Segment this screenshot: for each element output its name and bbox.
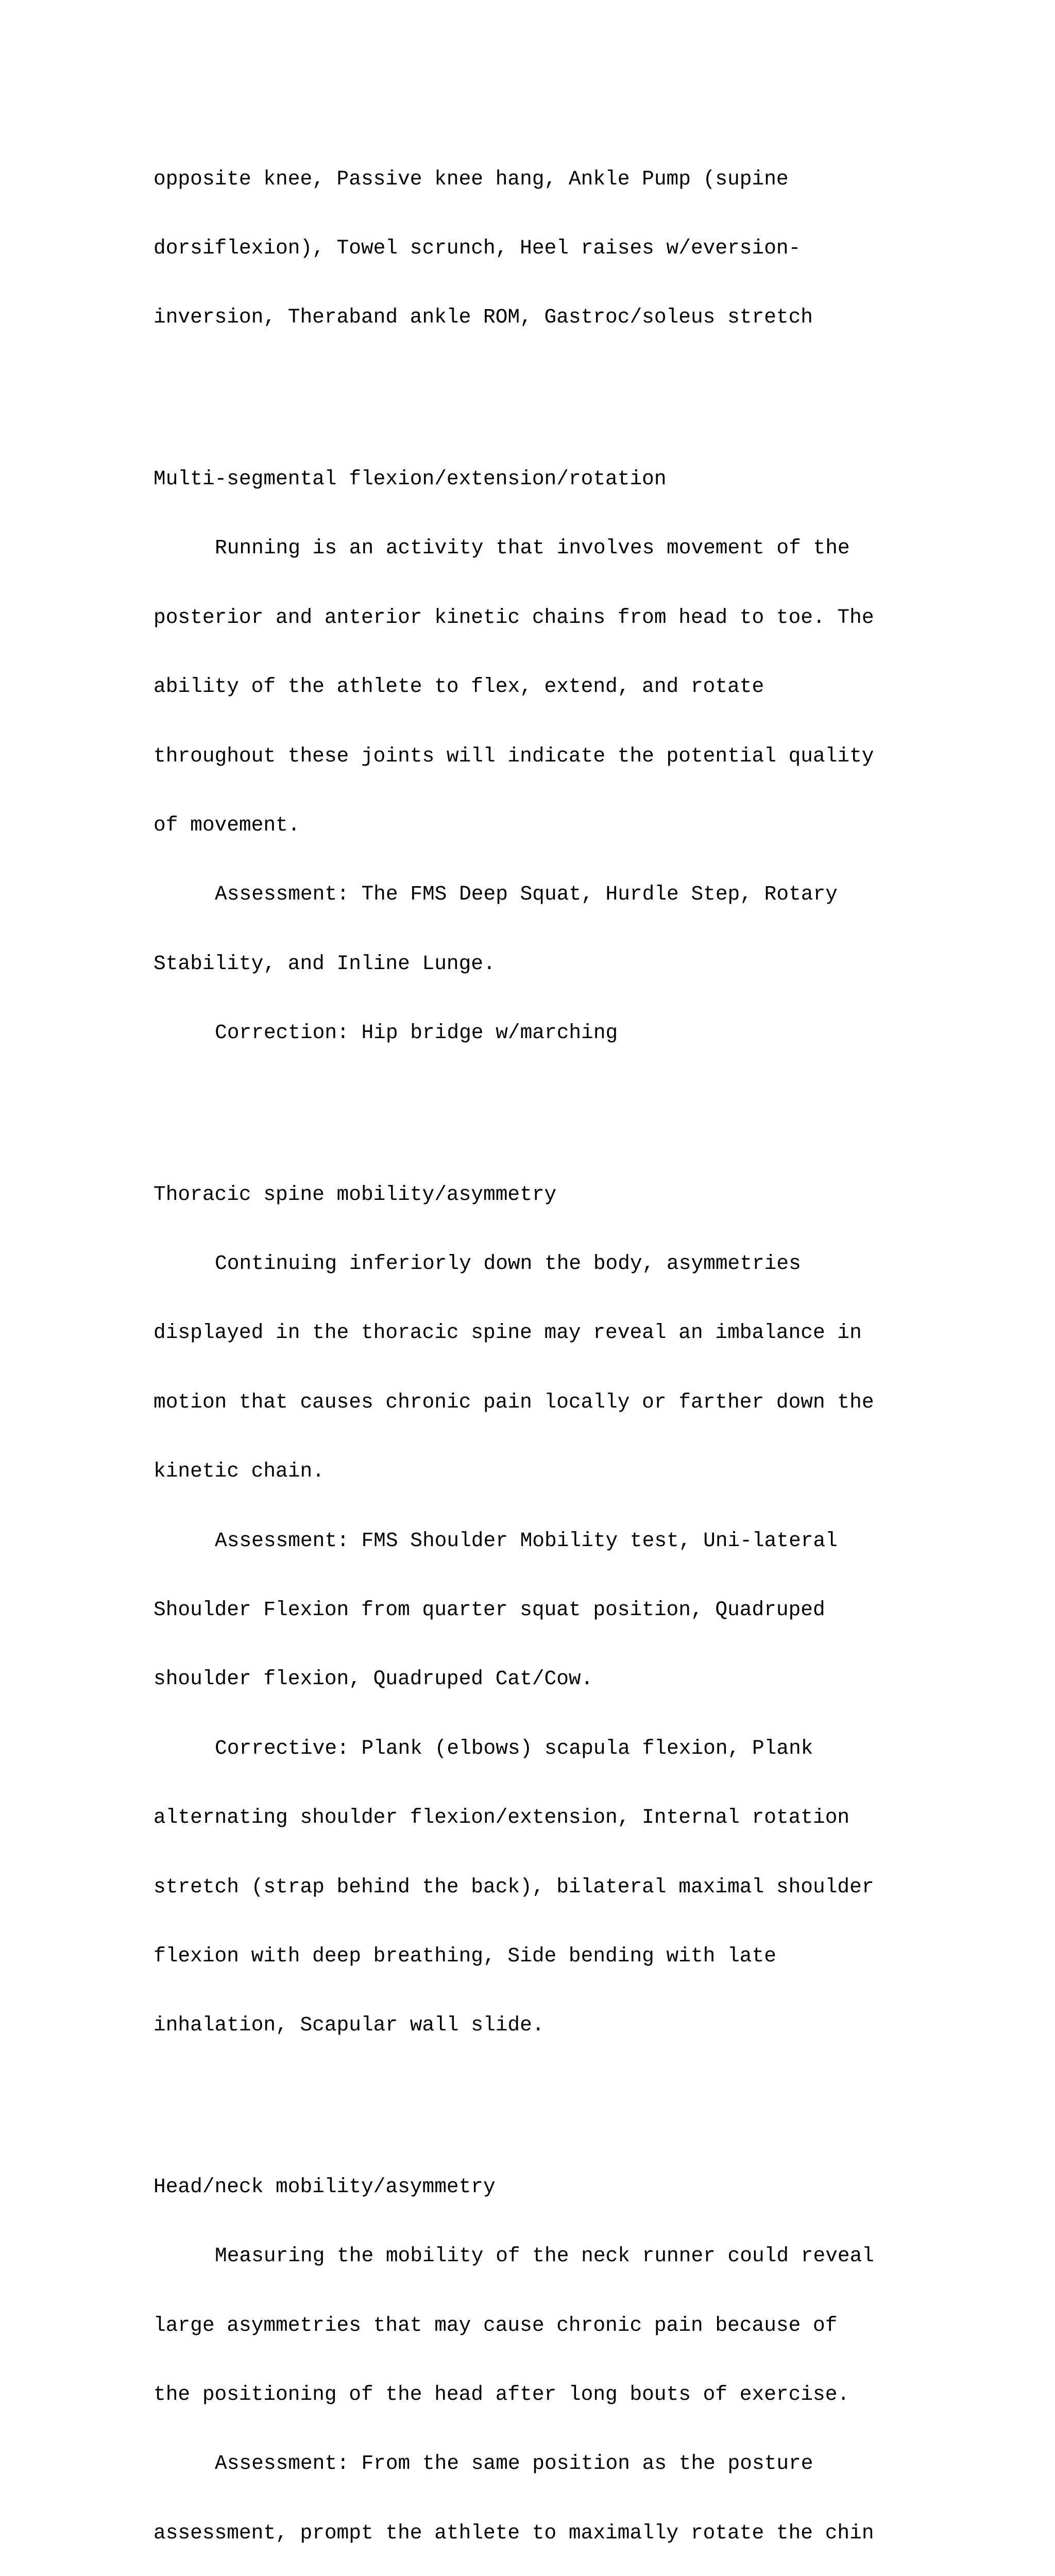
blank-line — [154, 1091, 957, 1114]
paragraph-first-line: Assessment: FMS Shoulder Mobility test, Uni-lateral — [215, 1529, 838, 1552]
document-body — [154, 122, 957, 2576]
text-line: assessment, prompt the athlete to maximally rotate the chin — [154, 2521, 874, 2545]
text-line: Stability, and Inline Lunge. — [154, 952, 496, 975]
text-line: alternating shoulder flexion/extension, Internal rotation — [154, 1806, 850, 1829]
paragraph-first-line: Running is an activity that involves movement of the — [215, 536, 850, 560]
text-line: dorsiflexion), Towel scrunch, Heel raises w/eversion- — [154, 236, 801, 260]
text-line: inversion, Theraband ankle ROM, Gastroc/soleus stretch — [154, 306, 813, 329]
text-line: posterior and anterior kinetic chains from head to toe. The — [154, 605, 874, 629]
paragraph-first-line: Continuing inferiorly down the body, asymmetries — [215, 1252, 801, 1276]
text-line: motion that causes chronic pain locally or farther down the — [154, 1390, 874, 1414]
section-heading: Thoracic spine mobility/asymmetry — [154, 1182, 557, 1206]
paragraph-first-line: Correction: Hip bridge w/marching — [215, 1021, 618, 1045]
paragraph-first-line: Measuring the mobility of the neck runner could reveal — [215, 2244, 875, 2268]
text-line: of movement. — [154, 813, 300, 837]
text-line: throughout these joints will indicate the potential quality — [154, 744, 874, 768]
section-heading: Multi-segmental flexion/extension/rotation — [154, 467, 667, 490]
text-line: ability of the athlete to flex, extend, and rotate — [154, 675, 764, 699]
blank-line — [154, 376, 957, 399]
text-line: shoulder flexion, Quadruped Cat/Cow. — [154, 1667, 593, 1691]
text-line: displayed in the thoracic spine may reveal an imbalance in — [154, 1321, 862, 1345]
section-heading: Head/neck mobility/asymmetry — [154, 2175, 496, 2198]
text-line: stretch (strap behind the back), bilateral maximal shoulder — [154, 1875, 874, 1899]
text-line: kinetic chain. — [154, 1460, 325, 1483]
paragraph-first-line: Assessment: From the same position as the posture — [215, 2452, 813, 2476]
text-line: flexion with deep breathing, Side bending with late — [154, 1944, 776, 1968]
text-line: the positioning of the head after long bouts of exercise. — [154, 2383, 850, 2406]
text-line: Shoulder Flexion from quarter squat position, Quadruped — [154, 1598, 825, 1621]
paragraph-first-line: Corrective: Plank (elbows) scapula flexion, Plank — [215, 1736, 813, 1760]
paragraph-first-line: Assessment: The FMS Deep Squat, Hurdle Step, Rotary — [215, 883, 838, 906]
text-line: large asymmetries that may cause chronic pain because of — [154, 2313, 838, 2337]
text-line: opposite knee, Passive knee hang, Ankle Pump (supine — [154, 167, 789, 191]
blank-line — [154, 2083, 957, 2107]
text-line: inhalation, Scapular wall slide. — [154, 2013, 544, 2037]
